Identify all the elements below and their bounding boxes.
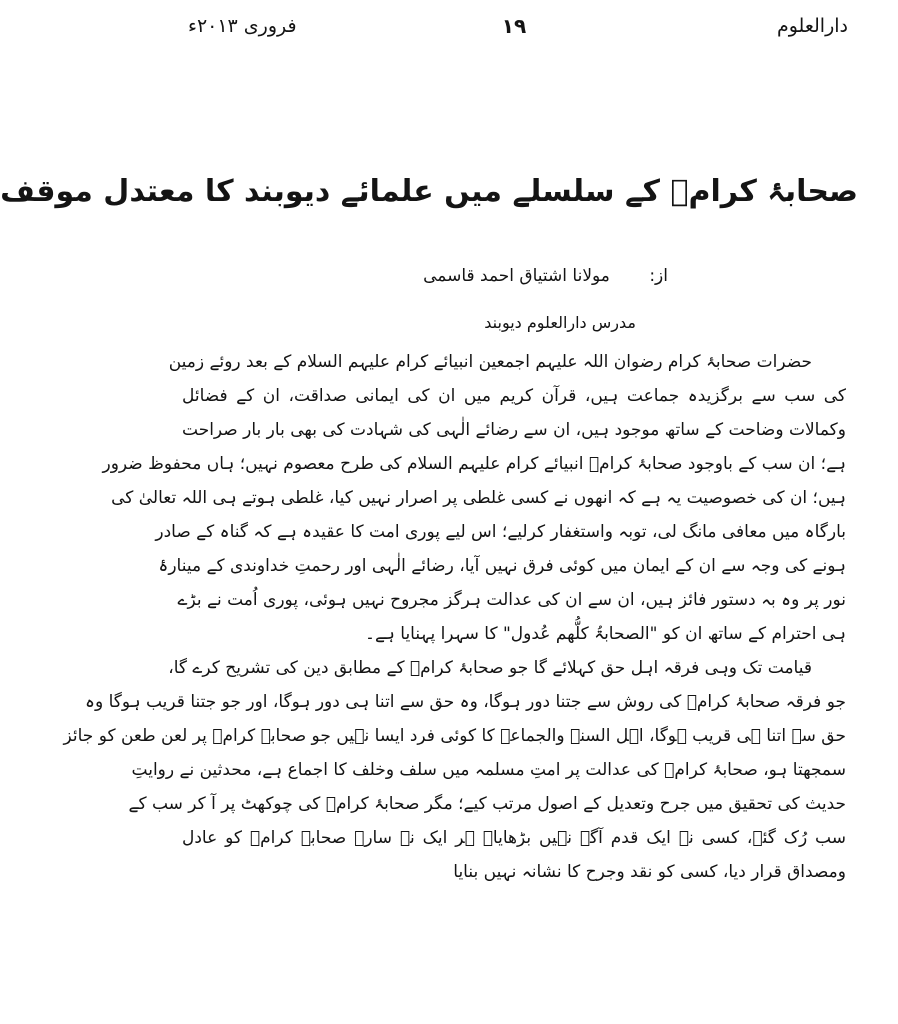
- issue-date: فروری ۲۰۱۳ء: [188, 15, 297, 37]
- author-role: مدرس دارالعلوم دیوبند: [484, 313, 636, 332]
- body-line: نور پر وہ بہ دستور فائز ہیں، ان سے ان کی عدالت ہرگز مجروح نہیں ہوئی، پوری اُمت نے بڑے: [177, 590, 846, 610]
- body-line: سب رُک گئے، کسی نے ایک قدم آگے نہیں بڑھایا۔ ہر ایک نے سارے صحابۂ کرامؓ کو عادل: [182, 828, 846, 848]
- body-line: ہے؛ ان سب کے باوجود صحابۂ کرامؓ انبیائے کرام علیہم السلام کی طرح معصوم نہیں؛ ہاں محفوظ ضرور: [102, 454, 846, 474]
- body-line: ہی احترام کے ساتھ ان کو "الصحابۃُ کلُّھم عُدول" کا سہرا پہنایا ہے۔: [364, 624, 846, 644]
- body-line: ومصداق قرار دیا، کسی کو نقد وجرح کا نشانہ نہیں بنایا: [453, 862, 846, 882]
- body-line: حضرات صحابۂ کرام رضوان اللہ علیہم اجمعین انبیائے کرام علیہم السلام کے بعد روئے زمین: [168, 352, 812, 372]
- body-line: سمجھتا ہو، صحابۂ کرامؓ کی عدالت پر امتِ مسلمہ میں سلف وخلف کا اجماع ہے، محدثین نے روایتِ: [131, 760, 846, 780]
- body-line: قیامت تک وہی فرقہ اہل حق کہلائے گا جو صحابۂ کرامؓ کے مطابق دین کی تشریح کرے گا،: [168, 658, 812, 678]
- by-label: از:: [649, 266, 668, 286]
- body-line: حدیث کی تحقیق میں جرح وتعدیل کے اصول مرتب کیے؛ مگر صحابۂ کرامؓ کی چوکھٹ پر آ کر سب کے: [128, 794, 846, 814]
- page-number: ۱۹: [501, 14, 527, 38]
- body-line: وکمالات وضاحت کے ساتھ موجود ہیں، ان سے رضائے الٰہی کی شہادت کی بھی بار بار صراحت: [182, 420, 846, 440]
- body-line: ہیں؛ ان کی خصوصیت یہ ہے کہ انھوں نے کسی غلطی پر اصرار نہیں کیا، غلطی ہوتے ہی اللہ تعالیٰ کی: [111, 488, 846, 508]
- journal-name: دارالعلوم: [776, 15, 848, 37]
- author-name: مولانا اشتیاق احمد قاسمی: [423, 266, 610, 286]
- body-line: کی سب سے برگزیدہ جماعت ہیں، قرآن کریم میں ان کی ایمانی صداقت، ان کے فضائل: [182, 386, 846, 406]
- article-title: صحابۂ کرامؓ کے سلسلے میں علمائے دیوبند کا معتدل موقف: [0, 174, 858, 209]
- body-line: حق سے اتنا ہی قریب ہوگا، اہل السنۃ والجماعۃ کا کوئی فرد ایسا نہیں جو صحابۂ کرامؓ پر لعن طعن کو جائز: [63, 726, 846, 746]
- body-line: ہونے کی وجہ سے ان کے ایمان میں کوئی فرق نہیں آیا، رضائے الٰہی اور رحمتِ خداوندی کے مینارۂ: [158, 556, 846, 576]
- body-line: جو فرقہ صحابۂ کرامؓ کی روش سے جتنا دور ہوگا، وہ حق سے اتنا ہی دور ہوگا، اور جو جتنا قریب ہوگا وہ: [85, 692, 846, 712]
- author-line: [423, 262, 668, 290]
- article-body: [63, 345, 846, 889]
- body-line: بارگاہ میں معافی مانگ لی، توبہ واستغفار کرلیے؛ اس لیے پوری امت کا عقیدہ ہے کہ گناہ کے صادر: [155, 522, 846, 542]
